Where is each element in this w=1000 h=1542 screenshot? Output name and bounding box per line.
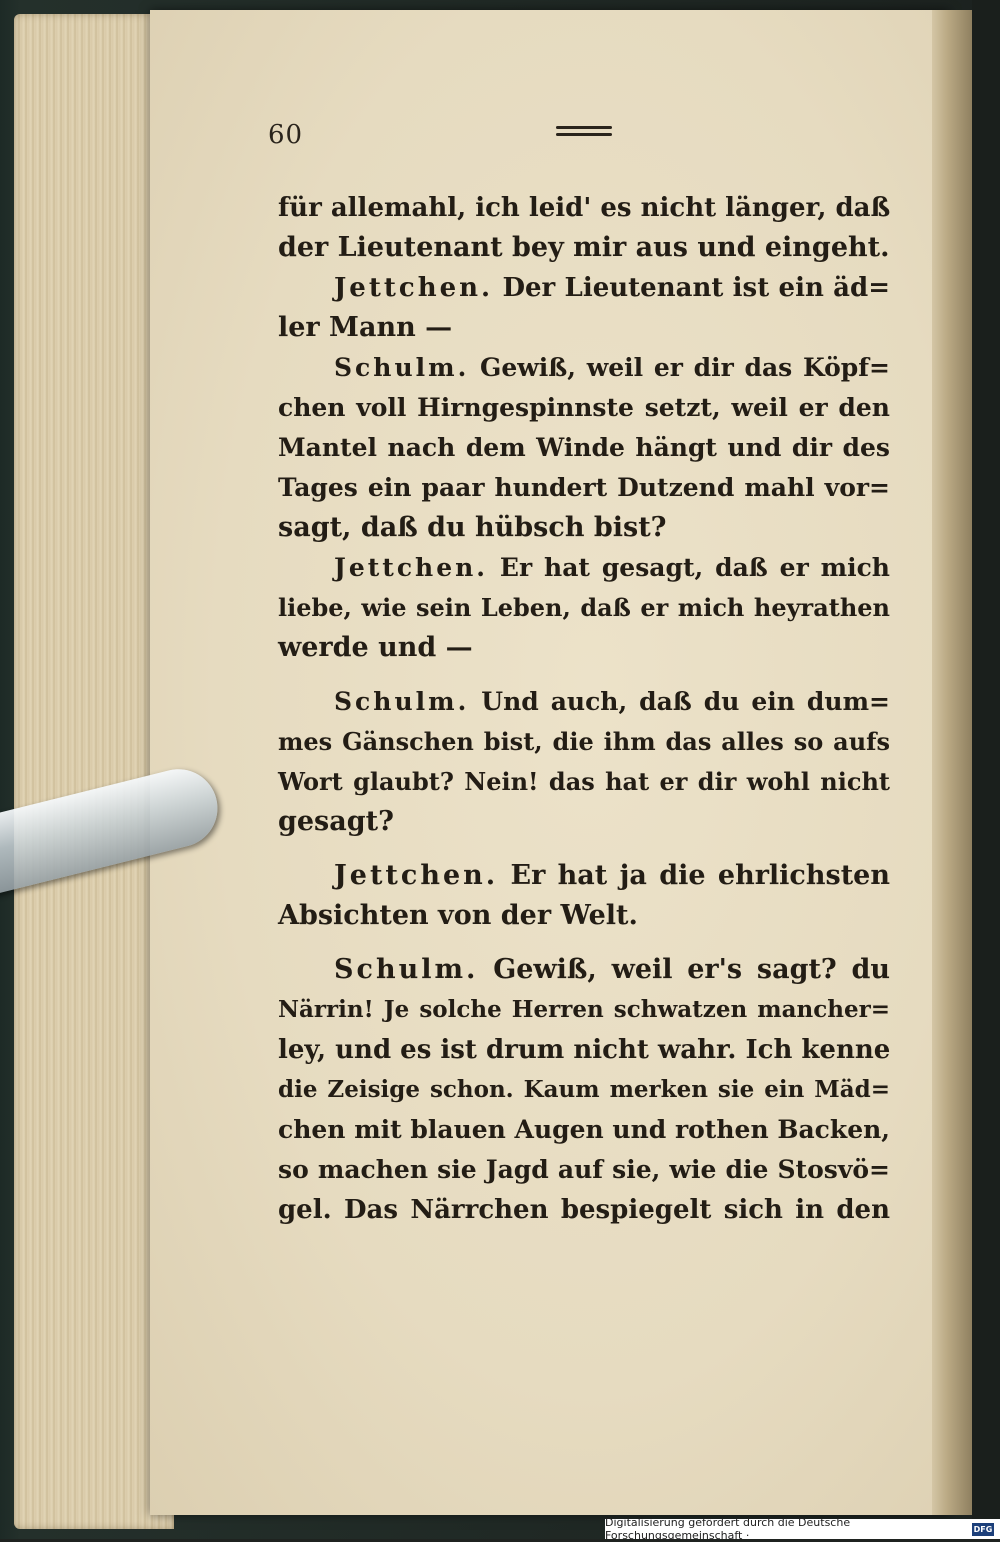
text-line: ler Mann —: [278, 312, 453, 343]
dialogue-line: Schulm. Gewiß, weil er dir das Köpf=: [334, 353, 890, 382]
text-line: mes Gänschen bist, die ihm das alles so aufs: [278, 727, 890, 756]
speaker-name: Jettchen.: [334, 860, 499, 891]
dfg-logo: DFG: [973, 1524, 993, 1534]
speaker-name: Schulm.: [334, 353, 470, 382]
speaker-name: Jettchen.: [334, 273, 494, 303]
text-line: Wort glaubt? Nein! das hat er dir wohl nicht: [278, 767, 890, 796]
funding-credit: Digitalisierung gefördert durch die Deutsche Forschungsgemeinschaft ·: [605, 1516, 851, 1542]
text-line: Närrin! Je solche Herren schwatzen mancher=: [278, 996, 890, 1023]
text-line: so machen sie Jagd auf sie, wie die Stosvö=: [278, 1155, 890, 1184]
page-number: 60: [268, 120, 304, 150]
text-line: die Zeisige schon. Kaum merken sie ein Mäd=: [278, 1076, 890, 1103]
text-line: Absichten von der Welt.: [278, 900, 638, 931]
text-line: liebe, wie sein Leben, daß er mich heyrathen: [278, 593, 890, 622]
dialogue-line: Jettchen. Er hat ja die ehrlichsten: [334, 860, 890, 891]
text-line: Tages ein paar hundert Dutzend mahl vor=: [278, 473, 890, 502]
text-line: chen voll Hirngespinnste setzt, weil er den: [278, 393, 890, 422]
text-line: für allemahl, ich leid' es nicht länger, daß: [278, 193, 891, 223]
text-line: Mantel nach dem Winde hängt und dir des: [278, 433, 890, 462]
dialogue-line: Schulm. Und auch, daß du ein dum=: [334, 687, 890, 716]
text-line: chen mit blauen Augen und rothen Backen,: [278, 1115, 890, 1144]
scanner-edge: [972, 0, 1000, 1539]
header-ornament-rule: [556, 126, 612, 142]
text-line: sagt, daß du hübsch bist?: [278, 512, 667, 543]
speaker-name: Schulm.: [334, 954, 479, 985]
body-text: [278, 188, 890, 1230]
text-line: ley, und es ist drum nicht wahr. Ich kenne: [278, 1035, 891, 1065]
dialogue-line: Jettchen. Der Lieutenant ist ein äd=: [334, 273, 890, 303]
speaker-name: Schulm.: [334, 687, 470, 716]
text-line: gesagt?: [278, 806, 394, 837]
text-line: gel. Das Närrchen bespiegelt sich in den: [278, 1195, 890, 1225]
dialogue-line: Schulm. Gewiß, weil er's sagt? du: [334, 954, 890, 985]
book-gutter: [932, 10, 972, 1515]
footer-bar: [605, 1516, 1000, 1542]
dialogue-line: Jettchen. Er hat gesagt, daß er mich: [334, 553, 890, 582]
speaker-name: Jettchen.: [334, 553, 489, 582]
text-line: der Lieutenant bey mir aus und eingeht.: [278, 232, 890, 263]
text-line: werde und —: [278, 632, 473, 663]
